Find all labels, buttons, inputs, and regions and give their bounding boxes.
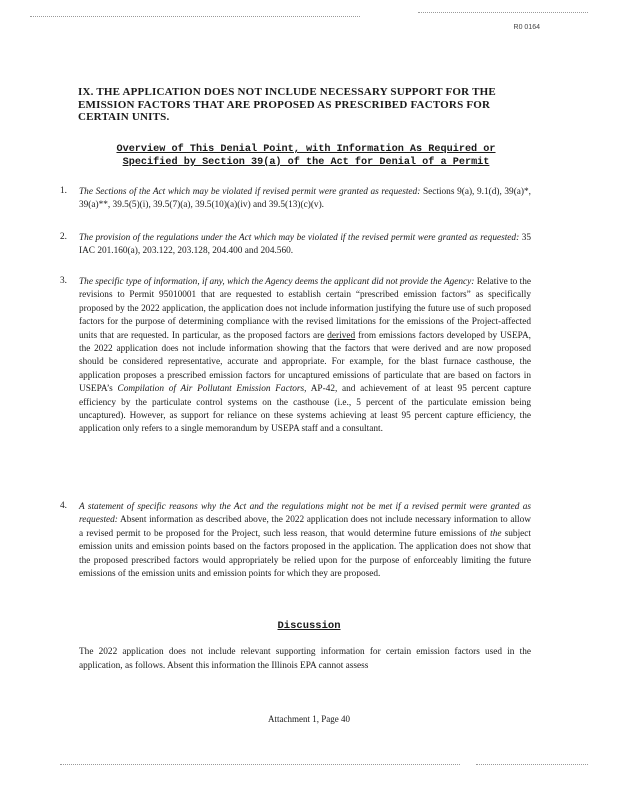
- publication-title: Compilation of Air Pollutant Emission Factors: [117, 384, 305, 395]
- item-body: Relative to the revisions to Permit 95010001 that are requested to establish certain “prescribed emission factors” as specifically proposed by the 2022 application, the application does not include information justifying the future use of such proposed factors for the purpose of determining compliance with the revised limitations for the emissions of the Project-affected units that are requested. In particular, as the proposed factors are: [79, 277, 531, 341]
- item-body-cont: subject emission units and emission points based on the factors proposed in the application. The application does not show that the proposed prescribed factors would appropriately be relied upon for the purpose of enforceably limiting the future emissions of the emission units and emission points for which they are proposed.: [79, 528, 531, 580]
- underlined-word: derived: [327, 330, 356, 341]
- item-body: Sections 9(a), 9.1(d), 39(a)*, 39(a)**, 39.5(5)(i), 39.5(7)(a), 39.5(10)(a)(iv) and 39.5(13)(c)(v).: [79, 187, 531, 211]
- item-body: Absent information as described above, the 2022 application does not include necessary information to allow a revised permit to be proposed for the Project, such less reason, that would determine future emissions of: [79, 515, 531, 539]
- item-text: [79, 276, 531, 437]
- italic-word: the: [490, 528, 502, 539]
- bottom-dotted-rule-right: [476, 764, 588, 765]
- item-body: 35 IAC 201.160(a), 203.122, 203.128, 204.400 and 204.560.: [79, 233, 531, 257]
- item-body-end: , AP-42, and achievement of at least 95 percent capture efficiency by the particulate control systems on the casthouse (i.e., 5 percent of the particulate emission being uncaptured). However, as support for reliance on these systems achieving at least 95 percent capture efficiency, the application only refers to a single memorandum by USEPA staff and a consultant.: [79, 384, 531, 435]
- item-lead: The provision of the regulations under the Act which may be violated if the revised permit were granted as requested:: [79, 233, 520, 243]
- top-dotted-rule-right: [418, 12, 588, 13]
- page-identifier: R0 0164: [513, 24, 540, 31]
- item-number: 3.: [60, 276, 67, 286]
- item-number: 2.: [60, 232, 67, 242]
- page-footer: Attachment 1, Page 40: [268, 714, 350, 724]
- item-text: [79, 232, 531, 259]
- item-text: [79, 501, 531, 581]
- item-lead: A statement of specific reasons why the Act and the regulations might not be met if a revised permit were granted as requested:: [79, 502, 531, 526]
- overview-title: Overview of This Denial Point, with Information As Required or Specified by Section 39(a) of the Act for Denial of a Permit: [116, 144, 496, 168]
- item-lead: The specific type of information, if any, which the Agency deems the applicant did not provide the Agency:: [79, 277, 475, 287]
- item-lead: The Sections of the Act which may be violated if revised permit were granted as requested:: [79, 187, 421, 197]
- top-dotted-rule-left: [30, 16, 360, 17]
- discussion-paragraph: The 2022 application does not include relevant supporting information for certain emission factors used in the application, as follows. Absent this information the Illinois EPA cannot assess: [79, 647, 531, 671]
- section-heading: IX. THE APPLICATION DOES NOT INCLUDE NECESSARY SUPPORT FOR THE EMISSION FACTORS THAT ARE PROPOSED AS PRESCRIBED FACTORS FOR CERTAIN UNITS.: [78, 86, 496, 123]
- item-number: 1.: [60, 186, 67, 196]
- item-text: [79, 186, 531, 213]
- item-body-cont: from emissions factors developed by USEPA, the 2022 application does not include information showing that the factors that were derived and are now proposed should be considered representative, accurate and appropriate. For example, for the blast furnace casthouse, the application proposes a prescribed emission factors for uncaptured emissions of particulate that are based on factors in USEPA’s: [79, 330, 531, 395]
- bottom-dotted-rule-left: [60, 764, 460, 765]
- item-number: 4.: [60, 501, 67, 511]
- discussion-heading: Discussion: [277, 620, 341, 632]
